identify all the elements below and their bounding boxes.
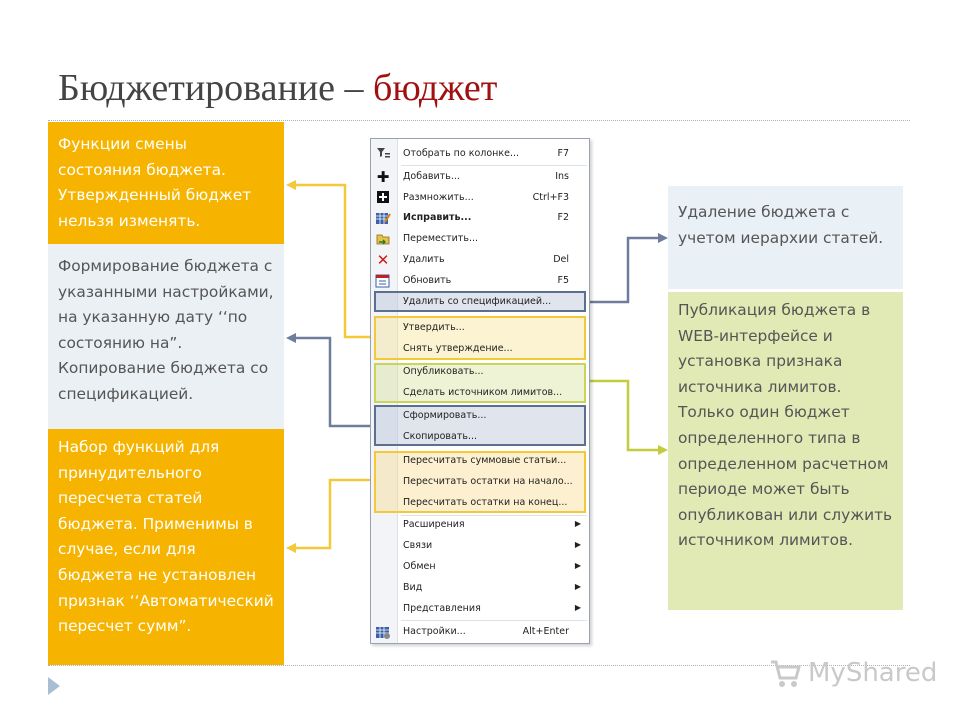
menu-item-shortcut: Ctrl+F3 xyxy=(532,192,569,203)
connector-approve xyxy=(290,185,374,337)
menu-item-label: Вид xyxy=(403,582,423,593)
connector-recalc xyxy=(290,480,374,548)
arrowhead-recalc xyxy=(286,543,296,553)
menu-separator xyxy=(401,620,587,621)
menu-item-view[interactable] xyxy=(371,578,589,598)
menu-item-publish[interactable] xyxy=(371,362,589,382)
menu-item-filter-column[interactable] xyxy=(371,144,589,164)
context-menu xyxy=(370,138,590,644)
menu-item-label: Удалить xyxy=(403,254,445,265)
box-recalculate-text: Набор функций для принудительного пересчета статей бюджета. Применимы в случае, если для бюджета не установлен признак ‘‘Автоматический пересчет сумм”. xyxy=(58,438,274,636)
menu-item-extensions[interactable] xyxy=(371,515,589,535)
menu-item-label: Обмен xyxy=(403,561,436,572)
title-accent: бюджет xyxy=(373,67,498,109)
menu-item-label: Переместить... xyxy=(403,233,478,244)
menu-separator xyxy=(401,165,587,166)
menu-item-label: Связи xyxy=(403,540,433,551)
arrowhead-publish xyxy=(658,445,668,455)
menu-item-label: Удалить со спецификацией... xyxy=(403,296,552,307)
menu-item-label: Пересчитать остатки на конец... xyxy=(403,497,568,508)
menu-item-label: Пересчитать остатки на начало... xyxy=(403,476,573,487)
delete-x-icon: ✕ xyxy=(376,251,390,269)
menu-item-label: Сделать источником лимитов... xyxy=(403,387,563,398)
menu-item-label: Добавить... xyxy=(403,171,460,182)
submenu-arrow-icon: ▶ xyxy=(574,519,581,528)
submenu-arrow-icon: ▶ xyxy=(574,582,581,591)
menu-item-settings[interactable] xyxy=(371,622,589,642)
menu-item-views[interactable] xyxy=(371,599,589,619)
menu-item-delete-with-spec[interactable] xyxy=(371,292,589,312)
refresh-calendar-icon xyxy=(375,273,391,289)
menu-item-label: Исправить... xyxy=(403,212,472,223)
menu-item-label: Сформировать... xyxy=(403,410,487,421)
move-icon xyxy=(375,231,391,247)
box-form-copy-text: Формирование бюджета с указанными настройками, на указанную дату ‘‘по состоянию на”. Копирование бюджета со спецификацией. xyxy=(58,257,274,403)
menu-item-label: Утвердить... xyxy=(403,322,465,333)
menu-item-label: Представления xyxy=(403,603,481,614)
menu-item-label: Размножить... xyxy=(403,192,474,203)
play-triangle-icon xyxy=(48,677,60,695)
menu-item-copy[interactable] xyxy=(371,427,589,447)
menu-item-recalc-start[interactable] xyxy=(371,472,589,492)
menu-item-shortcut: F7 xyxy=(557,148,569,159)
myshared-logo xyxy=(768,656,938,696)
menu-item-label: Снять утверждение... xyxy=(403,343,513,354)
menu-item-approve[interactable] xyxy=(371,318,589,338)
menu-item-exchange[interactable] xyxy=(371,557,589,577)
menu-item-edit[interactable] xyxy=(371,208,589,228)
submenu-arrow-icon: ▶ xyxy=(574,603,581,612)
menu-item-refresh[interactable] xyxy=(371,271,589,291)
submenu-arrow-icon: ▶ xyxy=(574,561,581,570)
duplicate-icon xyxy=(375,190,391,206)
box-state-functions-text: Функции смены состояния бюджета. Утвержденный бюджет нельзя изменять. xyxy=(58,135,252,230)
edit-table-icon xyxy=(375,210,391,226)
menu-item-shortcut: Del xyxy=(553,254,569,265)
menu-item-duplicate[interactable] xyxy=(371,188,589,208)
connector-form xyxy=(290,338,374,426)
menu-item-label: Обновить xyxy=(403,275,452,286)
menu-item-form[interactable] xyxy=(371,406,589,426)
menu-item-links[interactable] xyxy=(371,536,589,556)
menu-item-shortcut: Alt+Enter xyxy=(522,626,569,637)
arrowhead-delete xyxy=(658,233,668,243)
plus-icon: ✚ xyxy=(376,168,390,186)
connector-publish xyxy=(588,381,664,450)
menu-item-label: Отобрать по колонке... xyxy=(403,148,520,159)
connector-delete xyxy=(588,238,664,302)
cart-icon xyxy=(768,656,802,690)
menu-item-limit-source[interactable] xyxy=(371,383,589,403)
menu-item-label: Пересчитать суммовые статьи... xyxy=(403,455,567,466)
menu-item-shortcut: Ins xyxy=(555,171,569,182)
filter-icon xyxy=(375,146,391,162)
arrowhead-approve xyxy=(286,180,296,190)
submenu-arrow-icon: ▶ xyxy=(574,540,581,549)
menu-item-recalc-sums[interactable] xyxy=(371,451,589,471)
menu-item-label: Настройки... xyxy=(403,626,466,637)
menu-item-delete[interactable] xyxy=(371,250,589,270)
menu-item-unapprove[interactable] xyxy=(371,339,589,359)
menu-item-shortcut: F5 xyxy=(557,275,569,286)
settings-table-icon xyxy=(375,624,391,640)
arrowhead-form xyxy=(286,333,296,343)
menu-item-recalc-end[interactable] xyxy=(371,493,589,513)
menu-item-move[interactable] xyxy=(371,229,589,249)
title-main: Бюджетирование – xyxy=(58,67,374,109)
box-publish-text: Публикация бюджета в WEB-интерфейсе и установка признака источника лимитов. Только один бюджет определенного типа в определенном расчетном периоде может быть опубликован или служить источником лимитов. xyxy=(678,301,893,550)
menu-item-label: Опубликовать... xyxy=(403,366,484,377)
menu-item-label: Расширения xyxy=(403,519,465,530)
menu-item-add[interactable] xyxy=(371,167,589,187)
menu-item-shortcut: F2 xyxy=(557,212,569,223)
box-delete-spec-text: Удаление бюджета с учетом иерархии статей. xyxy=(678,203,884,247)
menu-item-label: Скопировать... xyxy=(403,431,478,442)
logo-text: MyShared xyxy=(808,658,938,688)
